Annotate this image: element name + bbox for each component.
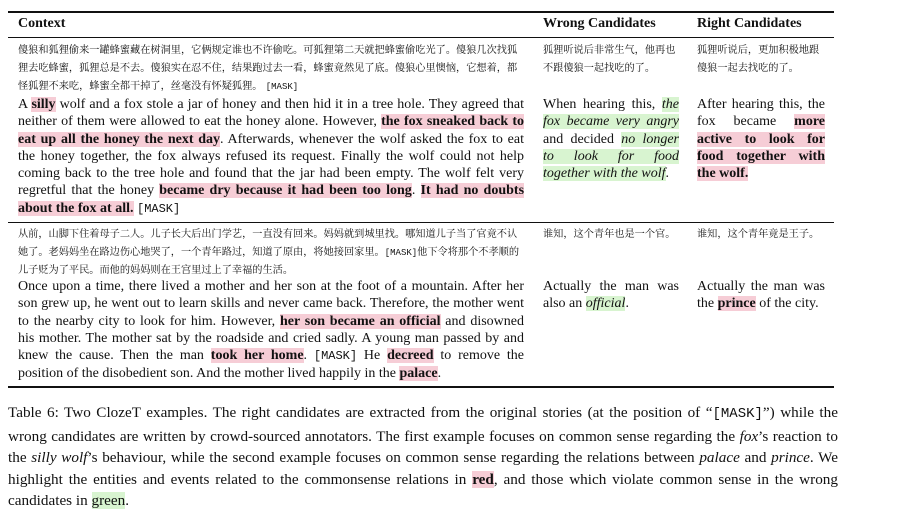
text-run: 傻狼和狐狸偷来一罐蜂蜜藏在树洞里，它俩规定谁也不许偷吃。可狐狸第二天就把蜂蜜偷吃光了。傻狼几次找狐狸去吃蜂蜜，狐狸总是不去。傻狼实在忍不住，结果跑过去一看，蜂蜜竟然见了底。傻狼心里懊恼，它想着，都怪狐狸不来吃，蜂蜜全都干掉了，丝毫没有怀疑狐狸。 [18,45,518,92]
text-run: . [303,348,314,364]
highlight-red: decreed [387,348,434,364]
table-top-rule [8,11,834,13]
row1-zh-wrong: 狐狸听说后非常生气，他再也不跟傻狼一起找吃的了。 [543,45,676,74]
text-run: . [125,492,130,510]
text-run: Actually the man was also an [543,279,679,312]
highlight-red: red [472,470,494,488]
text-run: 从前，山脚下住着母子二人。儿子长大后出门学艺，一直没有回来。妈妈就到城里找。哪知道儿子当了官竟不认她了。老妈妈坐在路边伤心地哭了，一个青年路过，知道了原由，将她接回家里。 [18,229,518,258]
text-run: ”) while the wrong candidates are written by crowd-sourced annotators. The first example focuses on common sense regarding the [8,404,838,445]
row1-zh-context [18,42,524,96]
text-run: . [665,166,669,182]
row-divider [8,222,834,223]
table-bottom-rule [8,386,834,388]
highlight-green: the fox became very angry [543,97,679,130]
text-run: palace [699,449,740,467]
table-caption [8,402,838,512]
header-rule [8,37,834,38]
highlight-red: more active to look for food together with the wolf. [697,114,825,182]
text-run: He [357,348,388,364]
text-run: , and those which violate common sense in the wrong candidates in [8,470,838,510]
text-run: to remove the position of the disobedient son. And the mother lived happily in the [18,348,524,382]
row1-zh-right: 狐狸听说后，更加积极地跟傻狼一起去找吃的了。 [697,45,820,74]
text-run: of the city. [755,296,819,312]
row2-zh-context [18,226,524,280]
mask-token: [MASK] [137,201,181,216]
row2-en-right [697,278,825,313]
highlight-red: became dry because it had been too long [159,183,412,199]
highlight-red: prince [717,296,756,312]
row2-zh-wrong: 谁知，这个青年也是一个官。 [543,229,676,240]
text-run: . We highlight the entities and events related to the commonsense relations in [8,449,838,488]
text-run: ’s behaviour, while the second example focuses on common sense regarding the relations between [87,449,700,467]
text-run: When hearing this, [543,97,662,112]
header-context: Context [18,16,66,31]
text-run: fox [739,427,759,445]
text-run: wolf and a fox stole a jar of honey and then hid it in a tree hole. They agreed that neither of them were allowed to eat the honey alone. However, [18,97,524,130]
row2-zh-right: 谁知，这个青年竟是王子。 [697,229,820,240]
mask-token: [MASK] [384,248,418,258]
text-run: 他下令将那个不孝顺的儿子贬为了平民。而他的妈妈则在王宫里过上了幸福的生活。 [18,247,520,276]
text-run: . [411,183,421,199]
row1-en-wrong [543,96,679,182]
text-run: . [625,296,629,312]
text-run: Once upon a time, there lived a mother and her son at the foot of a mountain. After her son grew up, he went out to learn skills and never came back. Therefore, the mother went to the nearby city to look for him. However, [18,279,524,329]
highlight-red: It had no doubts about the fox at all. [18,183,525,216]
text-run: prince [771,449,810,467]
mask-token: [MASK] [265,82,299,92]
text-run: and decided [543,131,622,147]
text-run: Table 6: Two ClozeT examples. The right candidates are extracted from the original stories (at the position of “ [8,404,713,421]
highlight-green: green [91,492,126,510]
text-run: . [437,366,442,382]
row2-en-context [18,278,524,383]
text-run: After hearing this, the fox became [697,97,825,130]
highlight-red: palace [399,366,438,382]
row2-en-wrong [543,278,679,313]
text-run: and disowned his mother. The mother sat by the roadside and cried sadly. A young man passed by and knew the cause. Then the man [18,313,524,364]
header-wrong-candidates: Wrong Candidates [543,16,656,31]
highlight-red: silly [31,97,56,112]
text-run: ’s reaction to the [8,427,838,467]
row1-en-context [18,96,524,218]
header-right-candidates: Right Candidates [697,16,802,31]
text-run: A [18,97,32,112]
mask-token: [MASK] [712,406,763,422]
text-run: and [739,449,772,467]
highlight-red: the fox sneaked back to eat up all the honey the next day [18,114,524,147]
text-run: . Afterwards, whenever the wolf asked the fox to eat the honey together, the fox always refused its request. Finally the wolf could not help coming back to the tree hole and found that the jar had been empty. The wolf felt very regretful that the honey [18,131,524,199]
highlight-red: her son became an official [279,313,441,329]
highlight-green: official [585,296,626,312]
row1-en-right [697,96,825,182]
mask-token: [MASK] [313,349,358,364]
text-run: Actually the man was the [697,279,825,312]
text-run: silly wolf [31,449,88,467]
highlight-green: no longer to look for food together with the wolf [543,131,679,182]
highlight-red: took her home [210,348,304,364]
